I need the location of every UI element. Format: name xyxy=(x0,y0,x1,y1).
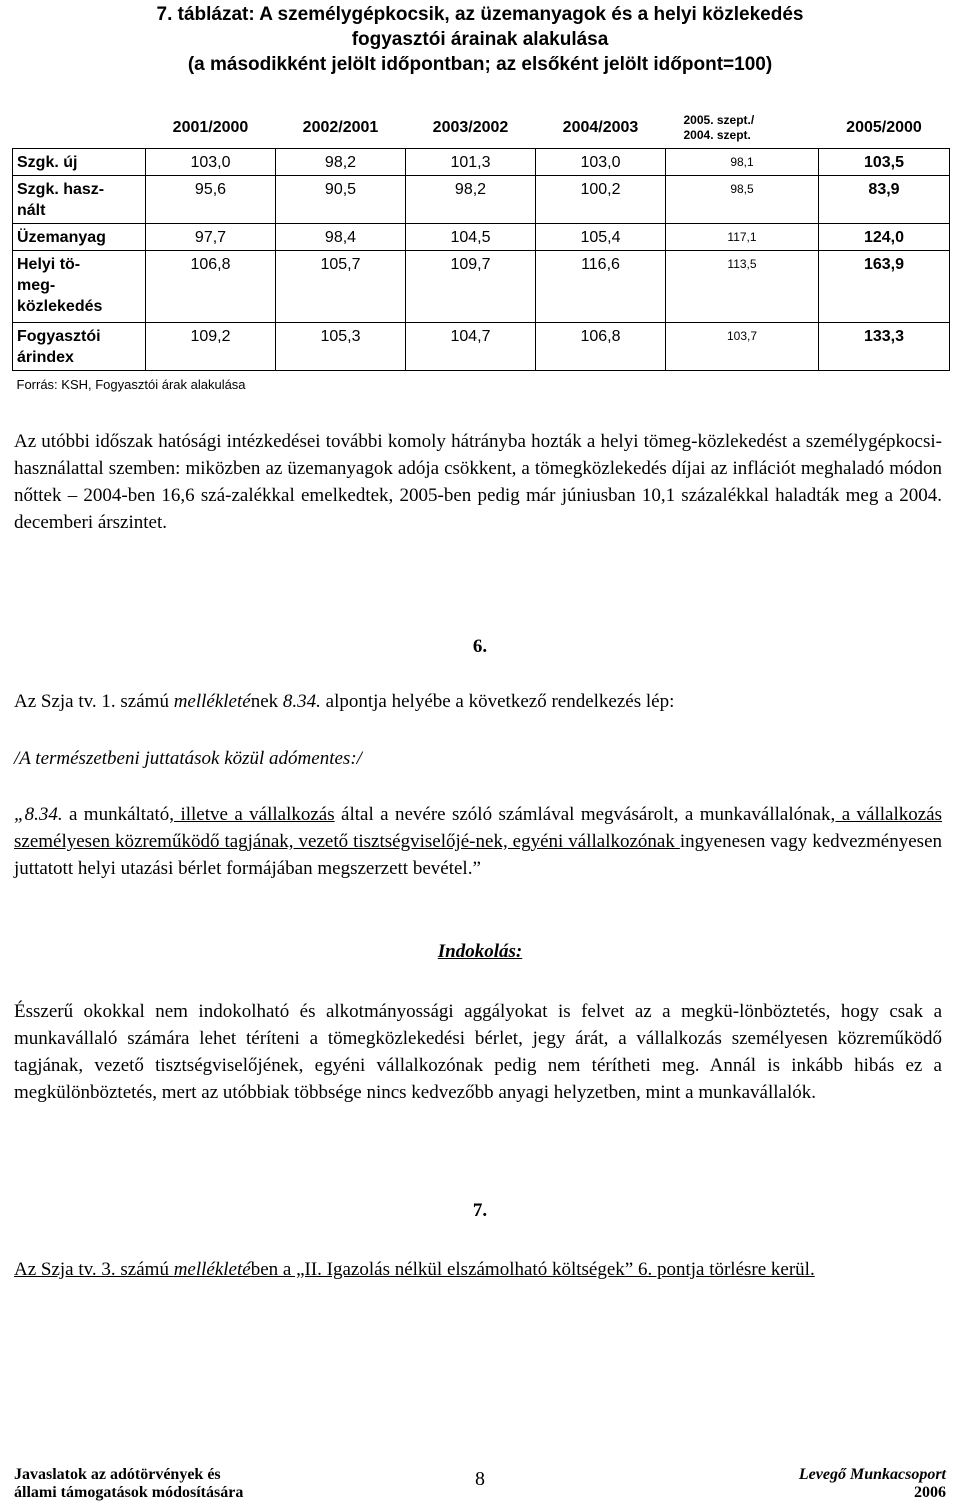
table-cell: 103,0 xyxy=(536,149,666,176)
section-7-text xyxy=(14,1256,924,1283)
row-label: Helyi tö- meg- közlekedés xyxy=(13,251,146,323)
text-span: a munkáltató xyxy=(62,804,170,825)
section-7-number: 7. xyxy=(472,1200,488,1221)
table-source: Forrás: KSH, Fogyasztói árak alakulása xyxy=(16,377,246,392)
text-span: ben a „II. Igazolás nélkül elszámolható költségek” 6. pontja törlésre kerül. xyxy=(250,1259,815,1280)
table-row xyxy=(13,251,950,323)
table-cell: 97,7 xyxy=(146,224,276,251)
row-label: Szgk. új xyxy=(13,149,146,176)
table-cell: 163,9 xyxy=(819,251,950,323)
table-cell: 95,6 xyxy=(146,176,276,224)
caption-line-1: 7. táblázat: A személygépkocsik, az üzemanyagok és a helyi közlekedés xyxy=(156,4,804,25)
table-cell: 103,0 xyxy=(146,149,276,176)
row-label: Üzemanyag xyxy=(13,224,146,251)
table-source-row xyxy=(13,371,950,393)
text-span: által a nevére szóló számlával megvásárolt, a munkavállalónak xyxy=(334,804,831,825)
table-cell: 103,5 xyxy=(819,149,950,176)
table-cell: 106,8 xyxy=(146,251,276,323)
table-row xyxy=(13,323,950,371)
table-cell: 104,7 xyxy=(406,323,536,371)
price-index-table xyxy=(12,108,950,392)
footer-right xyxy=(799,1466,946,1502)
text-span: ingyenesen vagy kedvezményesen juttatott helyi utazási bérlet formájában megszerzett bevétel.” xyxy=(14,831,942,879)
column-header-line: 2005. szept./ xyxy=(683,113,755,127)
footer-left-line: Javaslatok az adótörvények és xyxy=(14,1466,221,1483)
table-cell: 98,2 xyxy=(276,149,406,176)
table-cell: 98,5 xyxy=(666,176,819,224)
text-span: Az Szja tv. 1. számú xyxy=(14,691,174,712)
section-6-heading: /A természetbeni juttatások közül adómentes:/ xyxy=(14,748,362,769)
table-cell: 105,7 xyxy=(276,251,406,323)
table-cell: 83,9 xyxy=(819,176,950,224)
table-cell: 101,3 xyxy=(406,149,536,176)
table-cell: 105,4 xyxy=(536,224,666,251)
text-span: „8.34. xyxy=(14,804,63,825)
table-caption xyxy=(0,2,960,77)
inserted-text: , illetve a vállalkozás xyxy=(169,804,335,825)
column-header: 2005/2000 xyxy=(819,108,950,149)
column-header: 2003/2002 xyxy=(406,108,536,149)
section-6-number: 6. xyxy=(472,636,488,657)
footer-right-line: 2006 xyxy=(914,1484,946,1501)
row-label: Fogyasztói árindex xyxy=(13,323,146,371)
table-cell: 116,6 xyxy=(536,251,666,323)
row-label: Szgk. hasz- nált xyxy=(13,176,146,224)
table-cell: 98,4 xyxy=(276,224,406,251)
table-cell: 133,3 xyxy=(819,323,950,371)
indoklas-title: Indokolás: xyxy=(437,941,523,962)
text-span: mellékleté xyxy=(173,1259,251,1280)
text-span: 8.34. xyxy=(282,691,321,712)
table-header-row xyxy=(13,108,950,149)
table-cell: 100,2 xyxy=(536,176,666,224)
text-span: nek xyxy=(250,691,283,712)
footer-right-line: Levegő Munkacsoport xyxy=(798,1466,946,1483)
table-cell: 124,0 xyxy=(819,224,950,251)
table-cell: 90,5 xyxy=(276,176,406,224)
indoklas-text: Ésszerű okokkal nem indokolható és alkotmányossági aggályokat is felvet az a megkü-lönböztetés, hogy csak a munkavállaló számára lehet téríteni a tömegközlekedési bérlet, jegy árát, a vállalkozás személyesen közreműködő tagjának, vezető tisztségviselőjének, egyéni vállalkozónak pedig nem térítheti meg. Annál is inkább hibás ez a megkülönböztetés, mert az utóbbiak többsége nincs kedvezőbb anyagi helyzetben, mint a munkavállalók. xyxy=(14,1001,942,1103)
table-cell: 104,5 xyxy=(406,224,536,251)
table-cell: 106,8 xyxy=(536,323,666,371)
caption-line-3: (a másodikként jelölt időpontban; az elsőként jelölt időpont=100) xyxy=(187,54,773,75)
paragraph-intro: Az utóbbi időszak hatósági intézkedései további komoly hátrányba hozták a helyi tömeg-közlekedést a személygépkocsi-használattal szemben: miközben az üzemanyagok adója csökkent, a tömegközlekedés díjai az inflációt meghaladó módon nőttek – 2004-ben 16,6 szá-zalékkal emelkedtek, 2005-ben pedig már júniusban 10,1 százalékkal haladták meg a 2004. decemberi árszintet. xyxy=(14,431,942,533)
section-6-intro xyxy=(14,688,942,715)
table-cell: 109,7 xyxy=(406,251,536,323)
column-header xyxy=(666,108,819,149)
table-cell: 113,5 xyxy=(666,251,819,323)
section-6-provision xyxy=(14,801,942,882)
table-cell: 109,2 xyxy=(146,323,276,371)
table-row xyxy=(13,224,950,251)
caption-line-2: fogyasztói árainak alakulása xyxy=(351,29,609,50)
text-span: Az Szja tv. 3. számú xyxy=(14,1259,174,1280)
column-header: 2002/2001 xyxy=(276,108,406,149)
header-corner xyxy=(13,108,146,149)
table-cell: 98,2 xyxy=(406,176,536,224)
column-header-line: 2004. szept. xyxy=(683,128,751,142)
table-row xyxy=(13,176,950,224)
table-row xyxy=(13,149,950,176)
text-span: alpontja helyébe a következő rendelkezés lép: xyxy=(320,691,675,712)
text-span: mellékleté xyxy=(173,691,251,712)
footer-left-line: állami támogatások módosítására xyxy=(14,1484,244,1501)
table-cell: 103,7 xyxy=(666,323,819,371)
table-cell: 117,1 xyxy=(666,224,819,251)
inserted-text: , a vállalkozás személyesen közreműködő tagjának, vezető tisztségviselőjé-nek, egyéni vállalkozónak xyxy=(14,804,942,852)
table-cell: 105,3 xyxy=(276,323,406,371)
page-number: 8 xyxy=(475,1468,485,1490)
table-cell: 98,1 xyxy=(666,149,819,176)
column-header: 2004/2003 xyxy=(536,108,666,149)
column-header: 2001/2000 xyxy=(146,108,276,149)
